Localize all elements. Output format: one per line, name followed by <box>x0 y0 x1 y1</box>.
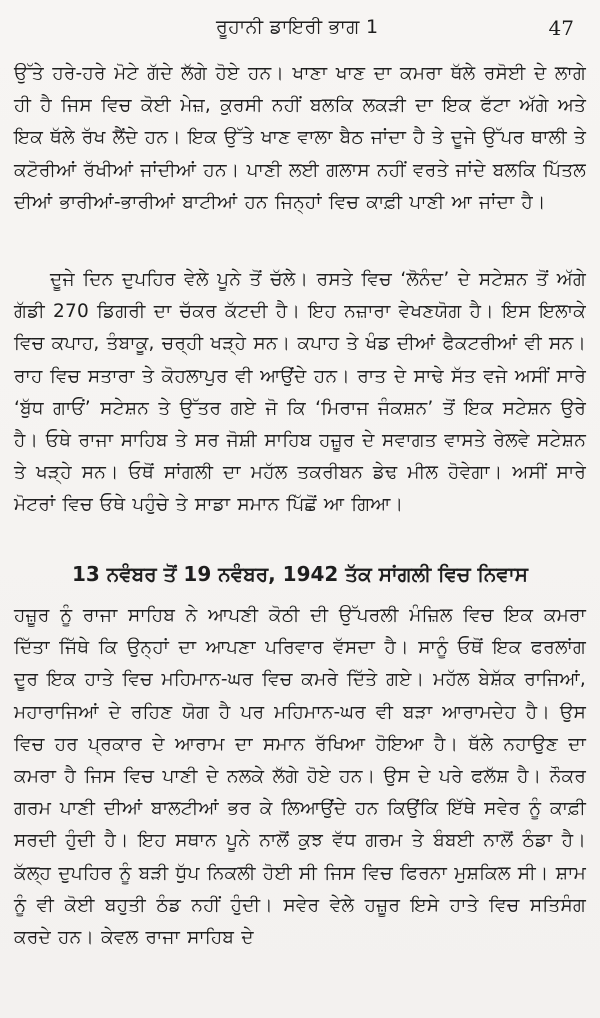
section-paragraph: ਹਜ਼ੂਰ ਨੂੰ ਰਾਜਾ ਸਾਹਿਬ ਨੇ ਆਪਣੀ ਕੋਠੀ ਦੀ ਉੱਪਰਲੀ ਮੰਜ਼ਿਲ ਵਿਚ ਇਕ ਕਮਰਾ ਦਿੱਤਾ ਜਿੱਥੇ ਕਿ ਉਨ੍ਹਾਂ ਦਾ ਆਪਣਾ ਪਰਿਵਾਰ ਵੱਸਦਾ ਹੈ। ਸਾਨੂੰ ਓਥੋਂ ਇਕ ਫਰਲਾਂਗ ਦੂਰ ਇਕ ਹਾਤੇ ਵਿਚ ਮਹਿਮਾਨ-ਘਰ ਵਿਚ ਕਮਰੇ ਦਿੱਤੇ ਗਏ। ਮਹੱਲ ਬੇਸ਼ੱਕ ਰਾਜਿਆਂ, ਮਹਾਰਾਜਿਆਂ ਦੇ ਰਹਿਣ ਯੋਗ ਹੈ ਪਰ ਮਹਿਮਾਨ-ਘਰ ਵੀ ਬੜਾ ਆਰਾਮਦੇਹ ਹੈ। ਉਸ ਵਿਚ ਹਰ ਪ੍ਰਕਾਰ ਦੇ ਆਰਾਮ ਦਾ ਸਮਾਨ ਰੱਖਿਆ ਹੋਇਆ ਹੈ। ਥੱਲੇ ਨਹਾਉਣ ਦਾ ਕਮਰਾ ਹੈ ਜਿਸ ਵਿਚ ਪਾਣੀ ਦੇ ਨਲਕੇ ਲੱਗੇ ਹੋਏ ਹਨ। ਉਸ ਦੇ ਪਰੇ ਫਲੱਸ਼ ਹੈ। ਨੌਕਰ ਗਰਮ ਪਾਣੀ ਦੀਆਂ ਬਾਲਟੀਆਂ ਭਰ ਕੇ ਲਿਆਉਂਦੇ ਹਨ ਕਿਉਂਕਿ ਇੱਥੇ ਸਵੇਰ ਨੂੰ ਕਾਫ਼ੀ ਸਰਦੀ ਹੁੰਦੀ ਹੈ। ਇਹ ਸਥਾਨ ਪੂਨੇ ਨਾਲੋਂ ਕੁਝ ਵੱਧ ਗਰਮ ਤੇ ਬੰਬਈ ਨਾਲੋਂ ਠੰਡਾ ਹੈ। ਕੱਲ੍ਹ ਦੁਪਹਿਰ ਨੂੰ ਬੜੀ ਧੁੱਪ ਨਿਕਲੀ ਹੋਈ ਸੀ ਜਿਸ ਵਿਚ ਫਿਰਨਾ ਮੁਸ਼ਕਿਲ ਸੀ। ਸ਼ਾਮ ਨੂੰ ਵੀ ਕੋਈ ਬਹੁਤੀ ਠੰਡ ਨਹੀਂ ਹੁੰਦੀ। ਸਵੇਰ ਵੇਲੇ ਹਜ਼ੂਰ ਇਸੇ ਹਾਤੇ ਵਿਚ ਸਤਿਸੰਗ ਕਰਦੇ ਹਨ। ਕੇਵਲ ਰਾਜਾ ਸਾਹਿਬ ਦੇ <box>14 605 586 949</box>
running-title: ਰੂਹਾਨੀ ਡਾਇਰੀ ਭਾਗ 1 <box>216 16 379 38</box>
page-number: 47 <box>548 16 574 40</box>
paragraph-2: ਦੂਜੇ ਦਿਨ ਦੁਪਹਿਰ ਵੇਲੇ ਪੂਨੇ ਤੋਂ ਚੱਲੇ। ਰਸਤੇ ਵਿਚ ‘ਲੋਨੰਦ’ ਦੇ ਸਟੇਸ਼ਨ ਤੋਂ ਅੱਗੇ ਗੱਡੀ 270 ਡਿਗਰੀ ਦਾ ਚੱਕਰ ਕੱਟਦੀ ਹੈ। ਇਹ ਨਜ਼ਾਰਾ ਵੇਖਣਯੋਗ ਹੈ। ਇਸ ਇਲਾਕੇ ਵਿਚ ਕਪਾਹ, ਤੰਬਾਕੂ, ਚਰ੍ਹੀ ਖੜ੍ਹੇ ਸਨ। ਕਪਾਹ ਤੇ ਖੰਡ ਦੀਆਂ ਫੈਕਟਰੀਆਂ ਵੀ ਸਨ। ਰਾਹ ਵਿਚ ਸਤਾਰਾ ਤੇ ਕੋਹਲਾਪੁਰ ਵੀ ਆਉਂਦੇ ਹਨ। ਰਾਤ ਦੇ ਸਾਢੇ ਸੱਤ ਵਜੇ ਅਸੀਂ ਸਾਰੇ ‘ਬੁੱਧ ਗਾਓਂ’ ਸਟੇਸ਼ਨ ਤੇ ਉੱਤਰ ਗਏ ਜੋ ਕਿ ‘ਮਿਰਾਜ ਜੰਕਸ਼ਨ’ ਤੋਂ ਇਕ ਸਟੇਸ਼ਨ ਉਰੇ ਹੈ। ਓਥੇ ਰਾਜਾ ਸਾਹਿਬ ਤੇ ਸਰ ਜੋਸ਼ੀ ਸਾਹਿਬ ਹਜ਼ੂਰ ਦੇ ਸਵਾਗਤ ਵਾਸਤੇ ਰੇਲਵੇ ਸਟੇਸ਼ਨ ਤੇ ਖੜ੍ਹੇ ਸਨ। ਓਥੋਂ ਸਾਂਗਲੀ ਦਾ ਮਹੱਲ ਤਕਰੀਬਨ ਡੇਢ ਮੀਲ ਹੋਵੇਗਾ। ਅਸੀਂ ਸਾਰੇ ਮੋਟਰਾਂ ਵਿਚ ਓਥੇ ਪਹੁੰਚੇ ਤੇ ਸਾਡਾ ਸਮਾਨ ਪਿੱਛੋਂ ਆ ਗਿਆ। <box>14 269 586 516</box>
page-header <box>0 12 600 46</box>
paragraph-1: ਉੱਤੇ ਹਰੇ-ਹਰੇ ਮੋਟੇ ਗੱਦੇ ਲੱਗੇ ਹੋਏ ਹਨ। ਖਾਣਾ ਖਾਣ ਦਾ ਕਮਰਾ ਥੱਲੇ ਰਸੋਈ ਦੇ ਲਾਗੇ ਹੀ ਹੈ ਜਿਸ ਵਿਚ ਕੋਈ ਮੇਜ਼, ਕੁਰਸੀ ਨਹੀਂ ਬਲਕਿ ਲਕੜੀ ਦਾ ਇਕ ਫੱਟਾ ਅੱਗੇ ਅਤੇ ਇਕ ਥੱਲੇ ਰੱਖ ਲੈਂਦੇ ਹਨ। ਇਕ ਉੱਤੇ ਖਾਣ ਵਾਲਾ ਬੈਠ ਜਾਂਦਾ ਹੈ ਤੇ ਦੂਜੇ ਉੱਪਰ ਥਾਲੀ ਤੇ ਕਟੋਰੀਆਂ ਰੱਖੀਆਂ ਜਾਂਦੀਆਂ ਹਨ। ਪਾਣੀ ਲਈ ਗਲਾਸ ਨਹੀਂ ਵਰਤੇ ਜਾਂਦੇ ਬਲਕਿ ਪਿੱਤਲ ਦੀਆਂ ਭਾਰੀਆਂ-ਭਾਰੀਆਂ ਬਾਟੀਆਂ ਹਨ ਜਿਨ੍ਹਾਂ ਵਿਚ ਕਾਫ਼ੀ ਪਾਣੀ ਆ ਜਾਂਦਾ ਹੈ। <box>14 63 586 213</box>
section-heading: 13 ਨਵੰਬਰ ਤੋਂ 19 ਨਵੰਬਰ, 1942 ਤੱਕ ਸਾਂਗਲੀ ਵਿਚ ਨਿਵਾਸ <box>71 562 528 586</box>
